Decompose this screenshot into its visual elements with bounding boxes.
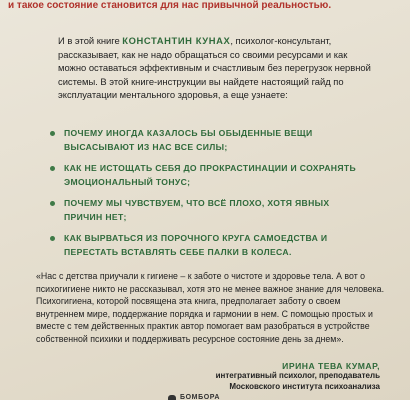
list-item (50, 232, 370, 259)
bullet-icon (50, 131, 55, 136)
publisher-logo (168, 394, 220, 400)
list-item-text: ПОЧЕМУ ИНОГДА КАЗАЛОСЬ БЫ ОБЫДЕННЫЕ ВЕЩИ ВЫСАСЫВАЮТ ИЗ НАС ВСЕ СИЛЫ; (64, 128, 313, 152)
intro-part-1: И в этой книге (58, 35, 123, 46)
list-item (50, 162, 370, 189)
reviewer-name: ИРИНА ТЕВА КУМАР, (282, 361, 380, 371)
publisher-logo-icon (168, 395, 176, 400)
bullet-icon (50, 236, 55, 241)
list-item (50, 197, 370, 224)
list-item-text: КАК НЕ ИСТОЩАТЬ СЕБЯ ДО ПРОКРАСТИНАЦИИ И СОХРАНЯТЬ ЭМОЦИОНАЛЬНЫЙ ТОНУС; (64, 163, 356, 187)
reviewer-title: интегративный психолог, преподаватель (215, 371, 380, 380)
reviewer-institution: Московского института психоанализа (229, 381, 380, 391)
intro-paragraph (58, 34, 378, 102)
intro-part-2: , психолог-консультант, рассказывает, как не надо обращаться со своими ресурсами и как можно оставаться эффективным и счастливым без перегрузок нервной системы. В этой книге-инструкции вы найдете настоящий гайд по эксплуатации ментального здоровья, а еще узнаете: (58, 35, 371, 100)
review-quote: «Нас с детства приучали к гигиене – к заботе о чистоте и здоровье тела. А вот о психогигиене никто не рассказывал, хотя это не менее важное знание для человека. Психогигиена, которой посвящена эта книга, предполагает заботу о своем внутреннем мире, поддержание порядка и гармонии в нем. С помощью простых и вместе с тем действенных практик автор помогает вам разобраться в устройстве собственной психики и поддерживать ресурсное состояние день за днем». (36, 271, 385, 344)
list-item (50, 127, 370, 154)
bullet-icon (50, 201, 55, 206)
topics-list (50, 127, 370, 267)
quote-signature (216, 361, 380, 392)
list-item-text: ПОЧЕМУ МЫ ЧУВСТВУЕМ, ЧТО ВСЁ ПЛОХО, ХОТЯ ЯВНЫХ ПРИЧИН НЕТ; (64, 198, 330, 222)
list-item-text: КАК ВЫРВАТЬСЯ ИЗ ПОРОЧНОГО КРУГА САМОЕДСТВА И ПЕРЕСТАТЬ ВСТАВЛЯТЬ СЕБЕ ПАЛКИ В КОЛЕСА. (64, 233, 328, 257)
author-name: КОНСТАНТИН КУНАХ (122, 35, 231, 46)
bullet-icon (50, 166, 55, 171)
top-line-text: и такое состояние становится для нас привычной реальностью. (8, 0, 332, 11)
publisher-name: БОМБОРА (180, 394, 221, 400)
